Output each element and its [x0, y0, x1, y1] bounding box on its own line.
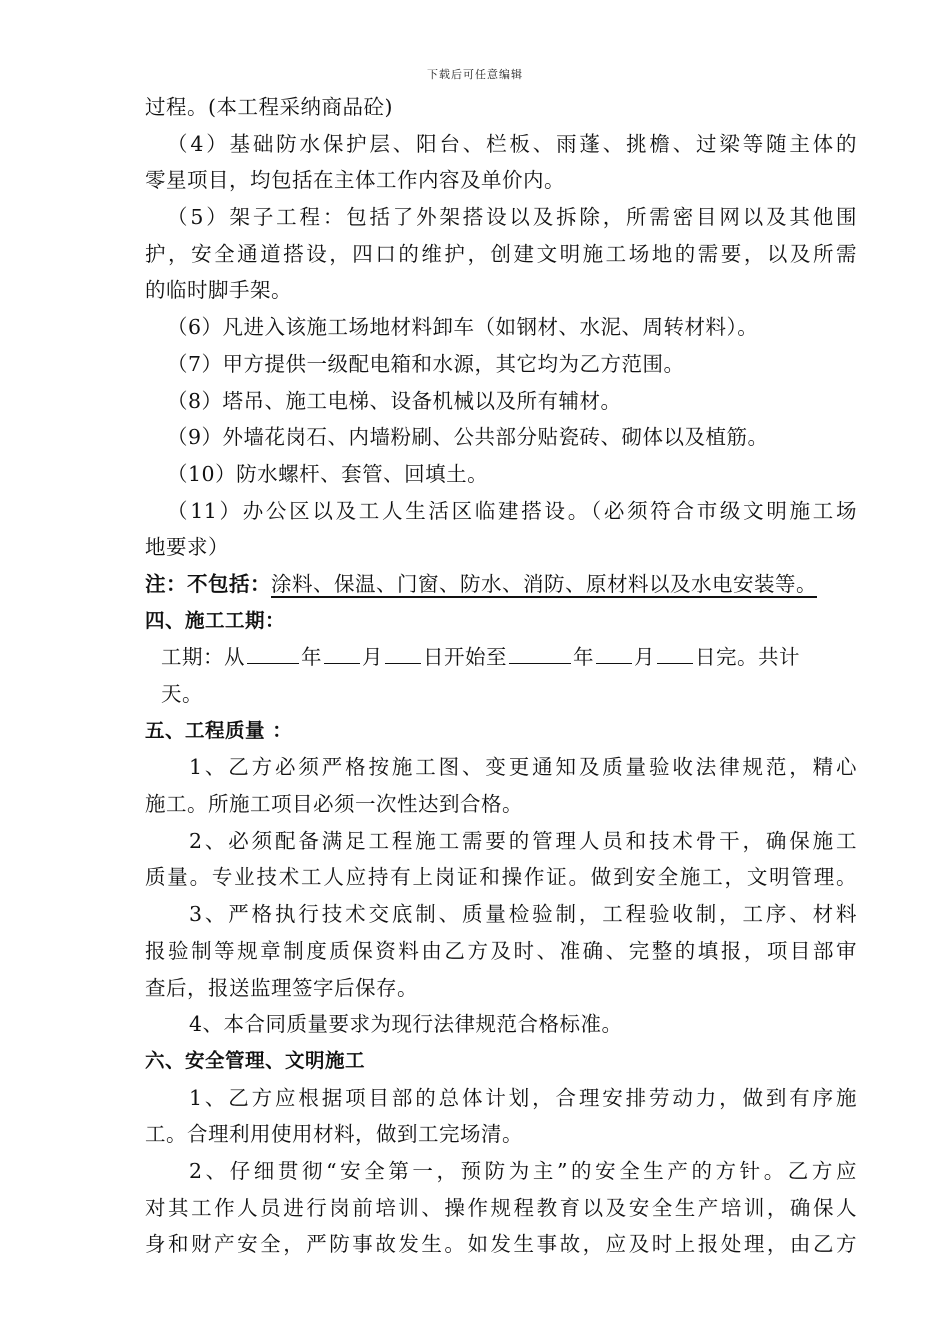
text-line: 1、乙方应根据项目部的总体计划，合理安排劳动力，做到有序施	[189, 1085, 857, 1110]
text-line: （9）外墙花岗石、内墙粉刷、公共部分贴瓷砖、砌体以及植筋。	[167, 425, 769, 450]
text-line: （6）凡进入该施工场地材料卸车（如钢材、水泥、周转材料）。	[167, 315, 759, 340]
end-day-blank	[657, 643, 693, 664]
text-line: 天。	[161, 682, 203, 706]
exclusion-note	[145, 566, 857, 603]
text-line: （7）甲方提供一级配电箱和水源，其它均为乙方范围。	[167, 351, 685, 376]
header-note: 下载后可任意编辑	[427, 68, 523, 81]
period-text: 月	[362, 645, 383, 670]
text-line: 的临时脚手架。	[145, 278, 292, 303]
text-line: 施工。所施工项目必须一次性达到合格。	[145, 792, 523, 817]
start-month-blank	[324, 643, 360, 664]
text-line: 零星项目，均包括在主体工作内容及单价内。	[145, 168, 565, 193]
exclusion-text: 涂料、保温、门窗、防水、消防、原材料以及水电安装等。	[271, 571, 817, 596]
section-heading-quality: 五、工程质量 ：	[145, 718, 293, 742]
end-month-blank	[596, 643, 632, 664]
section-heading-schedule: 四、施工工期：	[145, 608, 286, 632]
text-line: 1、乙方必须严格按施工图、变更通知及质量验收法律规范，精心	[189, 755, 857, 780]
period-text: 工期：从	[161, 645, 245, 670]
start-year-blank	[247, 643, 299, 664]
text-line: 工。合理利用使用材料，做到工完场清。	[145, 1122, 523, 1147]
exclusion-label: 注：不包括：	[145, 571, 271, 596]
text-line: 3、严格执行技术交底制、质量检验制，工程验收制，工序、材料	[189, 902, 857, 927]
construction-period-line	[145, 639, 857, 676]
text-line: （11）办公区以及工人生活区临建搭设。（必须符合市级文明施工场	[167, 498, 857, 523]
period-text: 年	[301, 645, 322, 670]
text-line: 过程。(本工程采纳商品砼)	[145, 95, 393, 119]
period-text: 日完。共计	[695, 645, 800, 670]
text-line: （4）基础防水保护层、阳台、栏板、雨蓬、挑檐、过梁等随主体的	[167, 131, 857, 156]
period-text: 日开始至	[423, 645, 507, 670]
start-day-blank	[385, 643, 421, 664]
text-line: 2、必须配备满足工程施工需要的管理人员和技术骨干，确保施工	[189, 828, 857, 853]
text-line: 身和财产安全，严防事故发生。如发生事故，应及时上报处理，由乙方	[145, 1232, 857, 1257]
text-line: （5）架子工程：包括了外架搭设以及拆除，所需密目网以及其他围	[167, 205, 857, 230]
text-line: 报验制等规章制度质保资料由乙方及时、准确、完整的填报，项目部审	[145, 938, 857, 963]
period-text: 月	[634, 645, 655, 670]
period-text: 年	[573, 645, 594, 670]
text-line: 对其工作人员进行岗前培训、操作规程教育以及安全生产培训，确保人	[145, 1195, 857, 1220]
text-line: 查后，报送监理签字后保存。	[145, 975, 418, 1000]
text-line: 护，安全通道搭设，四口的维护，创建文明施工场地的需要，以及所需	[145, 241, 857, 266]
text-line: （10）防水螺杆、套管、回填土。	[167, 461, 489, 486]
document-body	[145, 89, 857, 1263]
end-year-blank	[509, 643, 571, 664]
section-heading-safety: 六、安全管理、文明施工	[145, 1048, 366, 1072]
text-line: 2、仔细贯彻“安全第一，预防为主”的安全生产的方针。乙方应	[189, 1158, 857, 1183]
text-line: 质量。专业技术工人应持有上岗证和操作证。做到安全施工，文明管理。	[145, 865, 857, 890]
text-line: 4、本合同质量要求为现行法律规范合格标准。	[189, 1012, 623, 1037]
text-line: 地要求）	[145, 535, 229, 560]
text-line: （8）塔吊、施工电梯、设备机械以及所有辅材。	[167, 388, 622, 413]
